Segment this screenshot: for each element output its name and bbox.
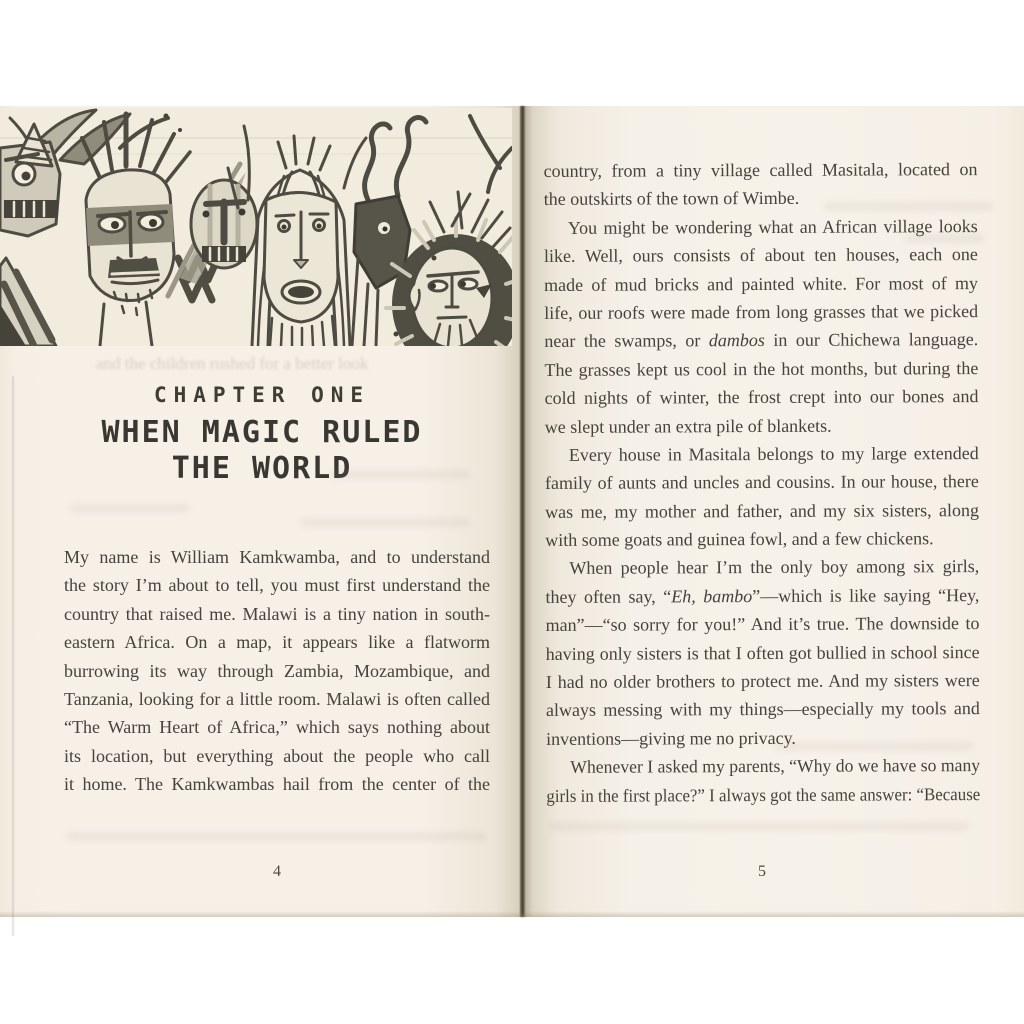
right-page-body-text (544, 155, 981, 810)
body-text-line: burrowing its way through Zambia, Mozambique, and (64, 660, 490, 681)
body-text-line: country that raised me. Malawi is a tiny nation in south- (64, 603, 490, 624)
body-text-line: they often say, “Eh, bambo”—which is like saying “Hey, (545, 584, 980, 607)
body-text-line: like. Well, ours consists of about ten houses, each one (543, 244, 978, 267)
page-edge-crease (12, 376, 14, 936)
left-page-body-text (64, 543, 490, 799)
body-text-line: made of mud bricks and painted white. For most of my (544, 272, 979, 295)
show-through-smudge (330, 470, 470, 479)
body-text-line: inventions—giving me no privacy. (546, 727, 796, 749)
body-text-line: was me, my mother and father, and my six sisters, along (545, 499, 980, 522)
body-text-line: life, our roofs were made from long grasses that we picked (544, 301, 979, 323)
body-text-line: Whenever I asked my parents, “Why do we have so many (570, 755, 981, 778)
chapter-title-line-2: THE WORLD (171, 451, 353, 486)
show-through-smudge (549, 822, 969, 831)
body-text-line: I had no older brothers to protect me. And my sisters were (545, 670, 980, 692)
body-text-line: we slept under an extra pile of blankets. (544, 415, 832, 437)
body-text-line: having only sisters is that I often got bullied in school since (545, 641, 980, 664)
show-through-smudge (66, 832, 486, 841)
chapter-title-line-1: WHEN MAGIC RULED (101, 415, 423, 450)
body-text-line: it home. The Kamkwambas hail from the center of the (64, 774, 490, 795)
body-text-line: man”—“so sorry for you!” And it’s true. The downside to (545, 613, 980, 636)
body-text-line: with some goats and guinea fowl, and a few chickens. (545, 528, 934, 551)
body-text-line: cold nights of winter, the frost crept into our bones and (544, 386, 979, 409)
body-text-line: My name is William Kamkwamba, and to understand (64, 547, 490, 567)
body-text-line: The grasses kept us cool in the hot months, but during the (544, 357, 979, 380)
body-text-line: the outskirts of the town of Wimbe. (543, 188, 800, 210)
body-text-line: “The Warm Heart of Africa,” which says nothing about (64, 717, 490, 738)
chapter-illustration-masks (0, 108, 512, 346)
show-through-ghost-line: and the children rushed for a better look (96, 354, 369, 373)
body-text-line: eastern Africa. On a map, it appears like a flatworm (64, 632, 490, 653)
body-text-line: always messing with my things—especially my tools and (545, 698, 980, 721)
show-through-smudge (300, 518, 470, 527)
body-text-line: Tanzania, looking for a little room. Malawi is often called (64, 688, 490, 709)
book-gutter-shadow (520, 106, 525, 917)
left-page (0, 106, 524, 917)
body-text-line: near the swamps, or dambos in our Chichewa language. (544, 329, 979, 352)
body-text-line: When people hear I’m the only boy among six girls, (569, 556, 980, 579)
body-text-line: its location, but everything about the people who call (64, 745, 490, 766)
body-text-line: You might be wondering what an African village looks (567, 215, 978, 238)
body-text-line: country, from a tiny village called Masitala, located on (543, 159, 978, 181)
body-text-line: family of aunts and uncles and cousins. In our house, there (544, 471, 979, 494)
open-book (0, 106, 1024, 917)
chapter-label: CHAPTER ONE (153, 383, 371, 407)
body-text-line: Every house in Masitala belongs to my large extended (568, 442, 979, 465)
show-through-smudge (70, 504, 190, 513)
right-page (524, 106, 1024, 917)
body-text-line: girls in the first place?” I always got the same answer: “Because (546, 783, 981, 806)
left-page-number: 4 (273, 863, 281, 880)
body-text-line: the story I’m about to tell, you must first understand the (64, 575, 490, 596)
right-page-number: 5 (758, 863, 766, 880)
